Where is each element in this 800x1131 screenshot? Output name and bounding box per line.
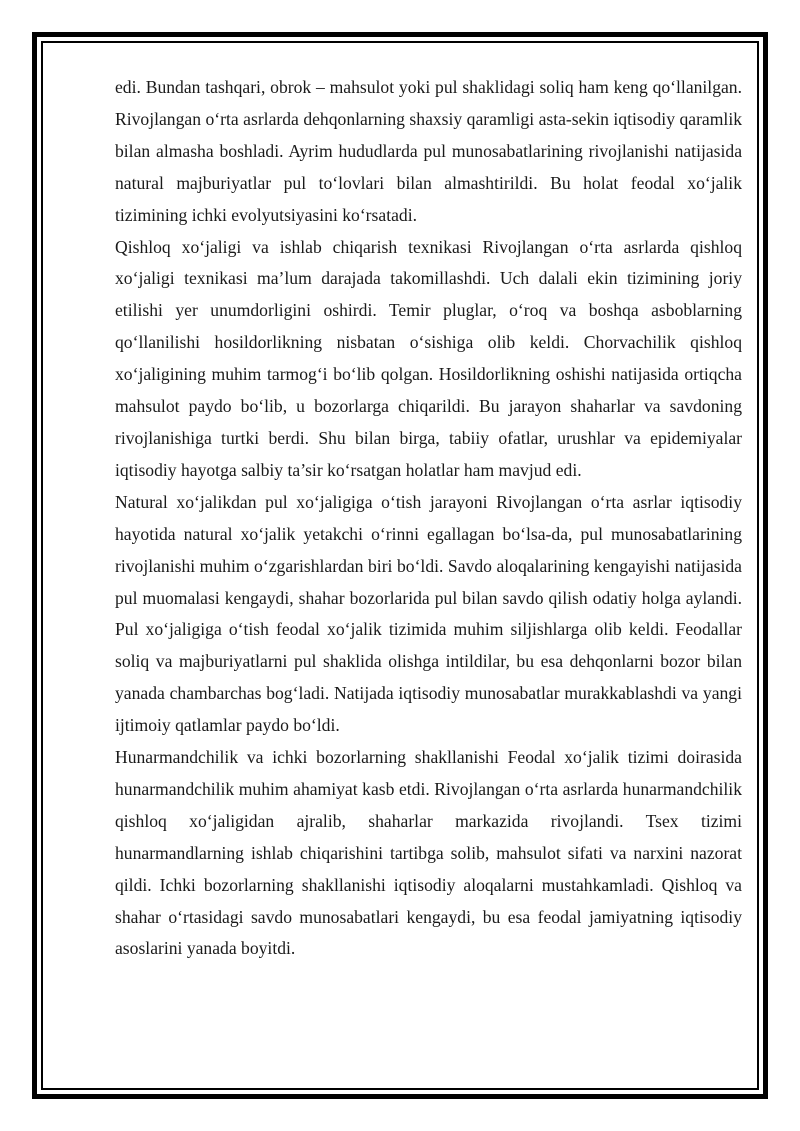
paragraph-obrok-tax: edi. Bundan tashqari, obrok – mahsulot yoki pul shaklidagi soliq ham keng qo‘llanilgan. Rivojlangan o‘rta asrlarda dehqonlarning shaxsiy qaramligi asta-sekin iqtisodiy qaramlik bilan almasha boshladi. Ayrim hududlarda pul munosabatlarining rivojlanishi natijasida natural majburiyatlar pul to‘lovlari bilan almashtirildi. Bu holat feodal xo‘jalik tizimining ichki evolyutsiyasini ko‘rsatadi.	[115, 77, 742, 225]
paragraph-crafts-markets: Hunarmandchilik va ichki bozorlarning shakllanishi Feodal xo‘jalik tizimi doirasida hunarmandchilik muhim ahamiyat kasb etdi. Rivojlangan o‘rta asrlarda hunarmandchilik qishloq xo‘jaligidan ajralib, shaharlar markazida rivojlandi. Tsex tizimi hunarmandlarning ishlab chiqarishini tartibga solib, mahsulot sifati va narxini nazorat qildi. Ichki bozorlarning shakllanishi iqtisodiy aloqalarni mustahkamladi. Qishloq va shahar o‘rtasidagi savdo munosabatlari kengaydi, bu esa feodal jamiyatning iqtisodiy asoslarini yanada boyitdi.	[115, 747, 742, 959]
paragraph-agriculture-technique: Qishloq xo‘jaligi va ishlab chiqarish texnikasi Rivojlangan o‘rta asrlarda qishloq xo‘jaligi texnikasi ma’lum darajada takomillashdi. Uch dalali ekin tizimining joriy etilishi yer unumdorligini oshirdi. Temir pluglar, o‘roq va boshqa asboblarning qo‘llanilishi hosildorlikning nisbatan o‘sishiga olib keldi. Chorvachilik qishloq xo‘jaligining muhim tarmog‘i bo‘lib qolgan. Hosildorlikning oshishi natijasida ortiqcha mahsulot paydo bo‘lib, u bozorlarga chiqarildi. Bu jarayon shaharlar va savdoning rivojlanishiga turtki berdi. Shu bilan birga, tabiiy ofatlar, urushlar va epidemiyalar iqtisodiy hayotga salbiy ta’sir ko‘rsatgan holatlar ham mavjud edi.	[115, 236, 742, 480]
document-body	[115, 72, 742, 965]
paragraph-money-economy: Natural xo‘jalikdan pul xo‘jaligiga o‘tish jarayoni Rivojlangan o‘rta asrlar iqtisodiy hayotida natural xo‘jalik yetakchi o‘rinni egallagan bo‘lsa-da, pul munosabatlarining rivojlanishi muhim o‘zgarishlardan biri bo‘ldi. Savdo aloqalarining kengayishi natijasida pul muomalasi kengaydi, shahar bozorlarida pul bilan savdo qilish odatiy holga aylandi. Pul xo‘jaligiga o‘tish feodal xo‘jalik tizimida muhim siljishlarga olib keldi. Feodallar soliq va majburiyatlarni pul shaklida olishga intildilar, bu esa dehqonlarni bozor bilan yanada chambarchas bog‘ladi. Natijada iqtisodiy munosabatlar murakkablashdi va yangi ijtimoiy qatlamlar paydo bo‘ldi.	[115, 491, 742, 736]
